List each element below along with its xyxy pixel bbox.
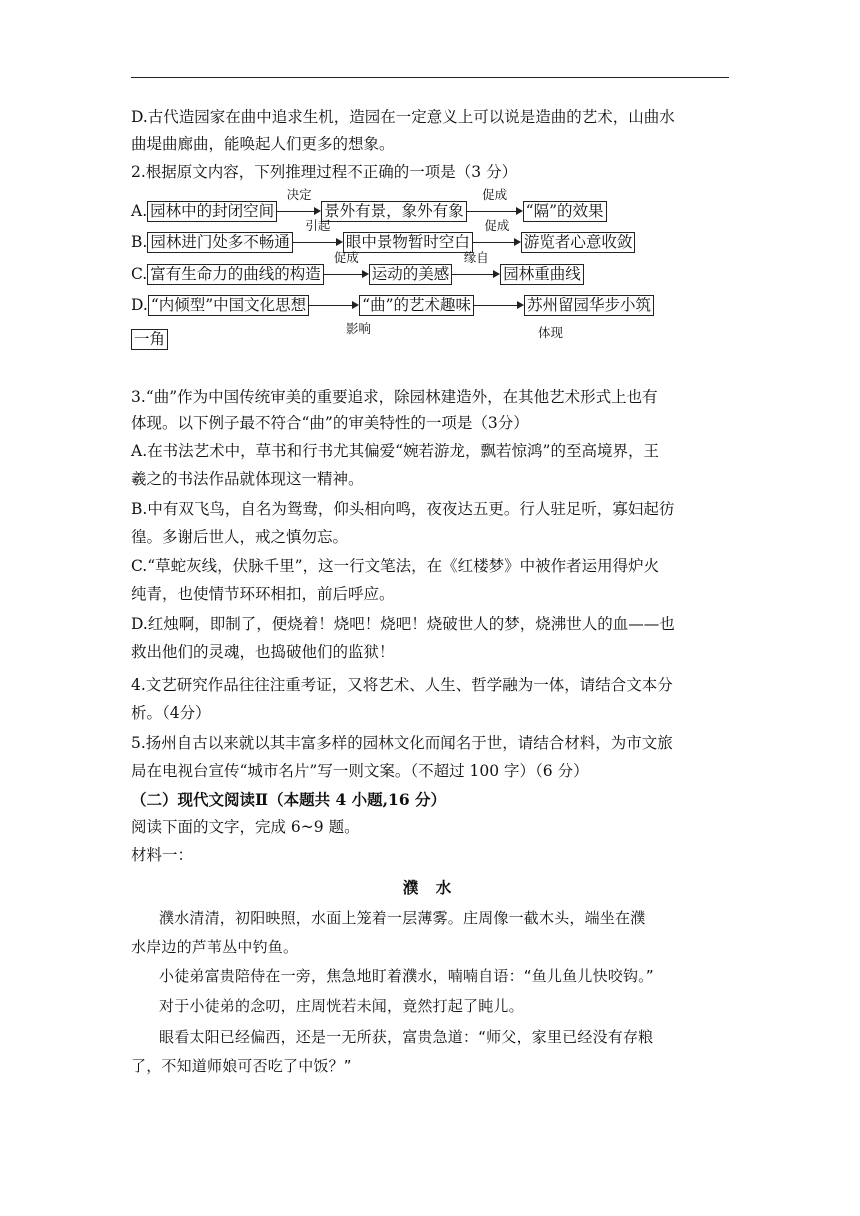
chain-box: 苏州留园华步小筑 <box>524 295 654 316</box>
arrow-label-below: 影响 <box>346 321 372 336</box>
q3-option-c: C.“草蛇灰线，伏脉千里”，这一行文笔法，在《红楼梦》中被作者运用得炉火 <box>131 557 660 575</box>
question-3-stem: 3.“曲”作为中国传统审美的重要追求，除园林建造外，在其他艺术形式上也有 <box>131 388 658 406</box>
q2-option-d-wrap <box>131 329 168 350</box>
q3-option-d: 救出他们的灵魂，也捣破他们的监狱！ <box>131 643 395 661</box>
question-4: 4.文艺研究作品往往注重考证，又将艺术、人生、哲学融为一体，请结合文本分 <box>131 676 673 694</box>
reading-instruction: 阅读下面的文字，完成 6~9 题。 <box>131 818 360 836</box>
story-paragraph: 对于小徒弟的念叨，庄周恍若未闻，竟然打起了盹儿。 <box>159 997 524 1015</box>
right-arrow-icon <box>474 295 524 315</box>
story-paragraph: 濮水清清，初阳映照，水面上笼着一层薄雾。庄周像一截木头，端坐在濮 <box>159 909 646 927</box>
question-2-stem: 2.根据原文内容，下列推理过程不正确的一项是（3 分） <box>131 163 518 181</box>
q3-option-d: D.红烛啊，即制了，便烧着！烧吧！烧吧！烧破世人的梦，烧沸世人的血——也 <box>131 615 675 633</box>
right-arrow-icon <box>309 295 359 315</box>
question-5: 5.扬州自古以来就以其丰富多样的园林文化而闻名于世，请结合材料，为市文旅 <box>131 734 673 752</box>
arrow-label: 决定 <box>286 187 312 202</box>
arrow-label: 促成 <box>482 187 508 202</box>
option-prefix: B. <box>131 233 148 251</box>
material-label: 材料一： <box>131 846 194 864</box>
chain-box: 眼中景物暂时空白 <box>343 232 473 253</box>
question-4: 析。（4分） <box>131 704 211 722</box>
option-prefix: C. <box>131 265 148 283</box>
q3-option-b: B.中有双飞鸟，自名为鸳鸯，仰头相向鸣，夜夜达五更。行人驻足听，寡妇起彷 <box>131 500 675 518</box>
arrow-label: 引起 <box>305 218 331 233</box>
q3-option-a: A.在书法艺术中，草书和行书尤其偏爱“婉若游龙，飘若惊鸿”的至高境界，王 <box>131 442 659 460</box>
arrow-label: 促成 <box>333 250 359 265</box>
chain-box: 园林中的封闭空间 <box>147 201 277 222</box>
story-paragraph: 眼看太阳已经偏西，还是一无所获，富贵急道：“师父，家里已经没有存粮 <box>159 1028 654 1046</box>
q2-option-a <box>131 187 607 222</box>
section-heading: （二）现代文阅读Ⅱ（本题共 4 小题,16 分） <box>131 790 447 809</box>
q3-option-a: 羲之的书法作品就体现这一精神。 <box>131 470 364 488</box>
story-paragraph: 水岸边的芦苇丛中钓鱼。 <box>131 938 299 956</box>
question-5: 局在电视台宣传“城市名片”写一则文案。（不超过 100 字）（6 分） <box>131 762 589 780</box>
chain-box: “内倾型”中国文化思想 <box>148 295 309 316</box>
chain-box: 园林重曲线 <box>500 264 584 285</box>
option-d-line-1: D.古代造园家在曲中追求生机，造园在一定意义上可以说是造曲的艺术，山曲水 <box>131 108 675 126</box>
header-rule <box>131 77 729 78</box>
q2-option-b <box>131 218 635 253</box>
story-title: 濮 水 <box>402 878 458 897</box>
arrow-label: 促成 <box>484 218 510 233</box>
question-3-stem: 体现。以下例子最不符合“曲”的审美特性的一项是（3分） <box>131 414 529 432</box>
chain-box: 游览者心意收敛 <box>521 232 636 253</box>
option-prefix: D. <box>131 296 148 314</box>
chain-box: 运动的美感 <box>369 264 453 285</box>
chain-box: “隔”的效果 <box>523 201 607 222</box>
story-paragraph: 了，不知道师娘可否吃了中饭？” <box>131 1057 352 1075</box>
right-arrow-icon <box>473 218 521 252</box>
story-paragraph: 小徒弟富贵陪侍在一旁，焦急地盯着濮水，喃喃自语：“鱼儿鱼儿快咬钩。” <box>159 967 654 985</box>
arrow-label: 缘自 <box>463 250 489 265</box>
chain-box: 富有生命力的曲线的构造 <box>147 264 324 285</box>
option-prefix: A. <box>131 202 148 220</box>
q2-option-d <box>131 295 654 316</box>
option-d-line-2: 曲堤曲廊曲，能唤起人们更多的想象。 <box>131 135 395 153</box>
q3-option-b: 徨。多谢后世人，戒之慎勿忘。 <box>131 528 349 546</box>
chain-box: 园林进门处多不畅通 <box>147 232 293 253</box>
chain-box: “曲”的艺术趣味 <box>359 295 474 316</box>
q2-option-c <box>131 250 584 285</box>
right-arrow-icon <box>293 218 343 252</box>
arrow-label-below: 体现 <box>538 325 564 340</box>
right-arrow-icon <box>452 250 500 284</box>
chain-box: 一角 <box>131 329 168 350</box>
chain-box: 景外有景，象外有象 <box>321 201 467 222</box>
q3-option-c: 纯青，也使情节环环相扣，前后呼应。 <box>131 585 395 603</box>
right-arrow-icon <box>324 250 369 284</box>
